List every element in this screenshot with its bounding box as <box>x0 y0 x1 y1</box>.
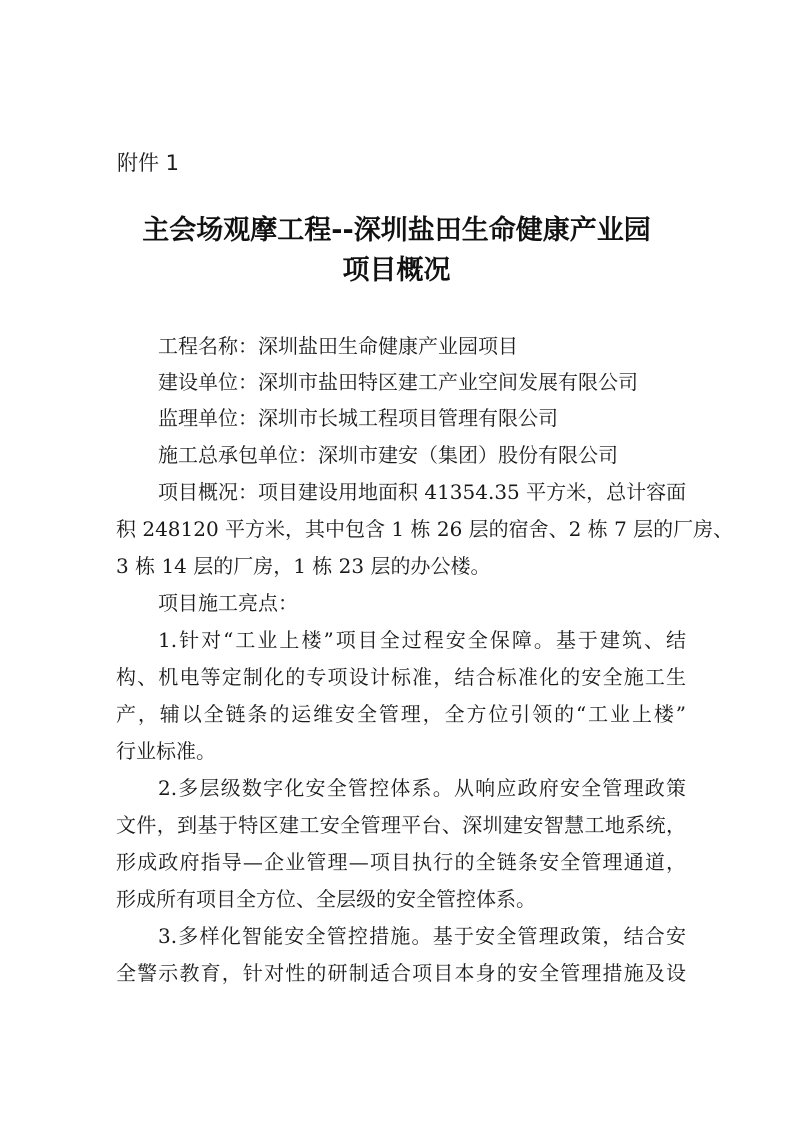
highlight-3-line-1: 3.多样化智能安全管控措施。基于安全管理政策，结合安 <box>158 924 686 948</box>
highlight-1-line-1: 1.针对“工业上楼”项目全过程安全保障。基于建筑、结 <box>158 628 686 652</box>
project-name: 工程名称：深圳盐田生命健康产业园项目 <box>158 334 518 358</box>
highlight-2-line-1: 2.多层级数字化安全管控体系。从响应政府安全管理政策 <box>158 776 686 800</box>
attachment-label: 附件 1 <box>117 151 180 175</box>
highlight-2-line-2: 文件，到基于特区建工安全管理平台、深圳建安智慧工地系统， <box>116 813 686 837</box>
document-title-line-2: 项目概况 <box>342 255 451 286</box>
highlight-1-line-3: 产，辅以全链条的运维安全管理，全方位引领的“工业上楼” <box>116 702 686 726</box>
highlight-2-line-3: 形成政府指导—企业管理—项目执行的全链条安全管理通道， <box>116 850 686 874</box>
overview-line-3: 3 栋 14 层的厂房，1 栋 23 层的办公楼。 <box>116 554 491 578</box>
highlights-heading: 项目施工亮点： <box>158 591 298 615</box>
builder-unit: 建设单位：深圳市盐田特区建工产业空间发展有限公司 <box>158 370 638 394</box>
highlight-1-line-2: 构、机电等定制化的专项设计标准，结合标准化的安全施工生 <box>116 665 686 689</box>
highlight-1-line-4: 行业标准。 <box>116 739 216 763</box>
overview-line-2: 积 248120 平方米，其中包含 1 栋 26 层的宿舍、2 栋 7 层的厂房、 <box>116 517 734 541</box>
overview-line-1: 项目概况：项目建设用地面积 41354.35 平方米，总计容面 <box>158 480 687 504</box>
general-contractor: 施工总承包单位：深圳市建安（集团）股份有限公司 <box>158 443 618 467</box>
document-title-line-1: 主会场观摩工程--深圳盐田生命健康产业园 <box>142 215 651 246</box>
highlight-3-line-2: 全警示教育，针对性的研制适合项目本身的安全管理措施及设 <box>116 961 686 985</box>
supervisor-unit: 监理单位：深圳市长城工程项目管理有限公司 <box>158 406 558 430</box>
highlight-2-line-4: 形成所有项目全方位、全层级的安全管控体系。 <box>116 887 536 911</box>
